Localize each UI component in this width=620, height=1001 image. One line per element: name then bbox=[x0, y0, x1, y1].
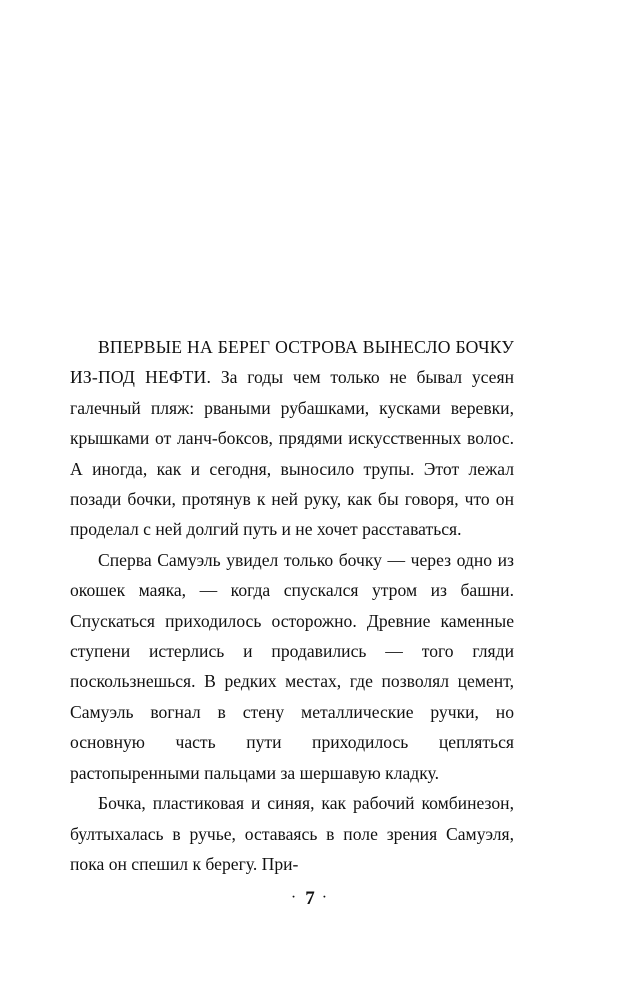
folio-dot-right: · bbox=[321, 889, 330, 906]
paragraph-1 bbox=[70, 332, 514, 545]
page-folio bbox=[0, 888, 620, 910]
body-text bbox=[70, 332, 514, 879]
paragraph-1-rest: За годы чем только не бывал усеян галечный пляж: рваными рубашками, кусками веревки, крышками от ланч-боксов, прядями искусственных волос. А иногда, как и сегодня, выносило трупы. Этот лежал позади бочки, протянув к ней руку, как бы говоря, что он проделал с ней долгий путь и не хочет расставаться. bbox=[70, 367, 514, 540]
opening-small-caps: ВПЕРВЫЕ НА БЕРЕГ ОСТРОВА ВЫНЕСЛО БОЧКУ ИЗ-ПОД НЕФТИ. bbox=[70, 337, 514, 388]
folio-dot-left: · bbox=[290, 889, 299, 906]
paragraph-2: Сперва Самуэль увидел только бочку — через одно из окошек маяка, — когда спускался утром из башни. Спускаться приходилось осторожно. Древние каменные ступени истерлись и продавились — того гляди поскользнешься. В редких местах, где позволял цемент, Самуэль вогнал в стену металлические ручки, но основную часть пути приходилось цепляться растопыренными пальцами за шершавую кладку. bbox=[70, 549, 514, 783]
paragraph-3: Бочка, пластиковая и синяя, как рабочий комбинезон, бултыхалась в ручье, оставаясь в поле зрения Самуэля, пока он спешил к берегу. При- bbox=[70, 793, 514, 874]
folio-number: 7 bbox=[305, 888, 315, 909]
